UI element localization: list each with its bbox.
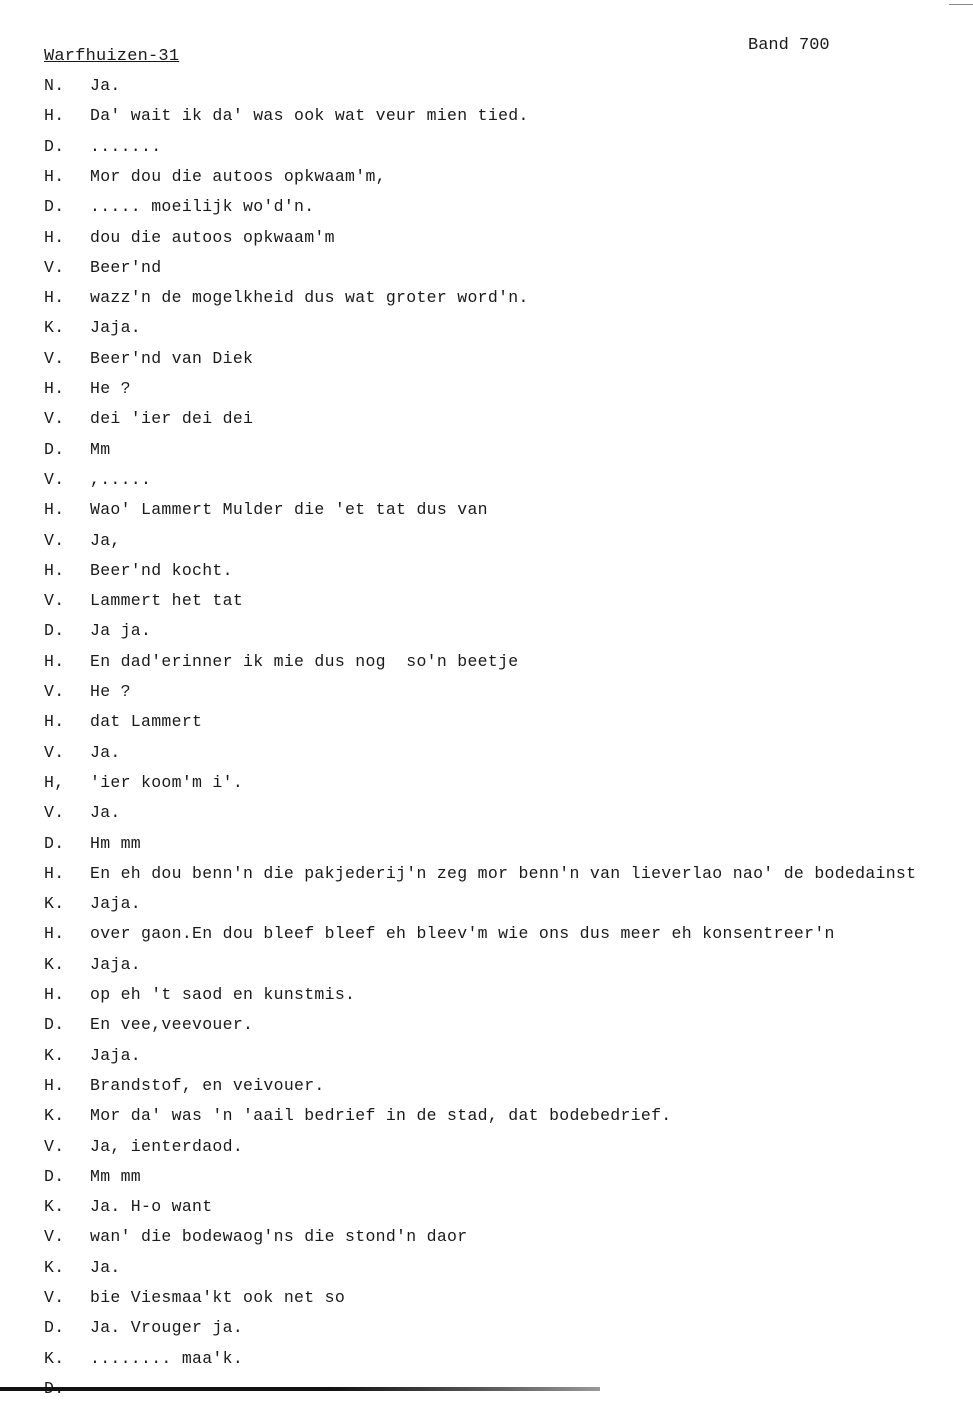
speaker-label: D. (44, 1166, 65, 1186)
utterance-text: Jaja. (90, 318, 142, 338)
speaker-label: K. (44, 954, 65, 974)
utterance-text: Da' wait ik da' was ook wat veur mien tied. (90, 106, 529, 126)
utterance-text: En dad'erinner ik mie dus nog so'n beetje (90, 651, 519, 671)
speaker-label: V. (44, 257, 65, 277)
utterance-text: Jaja. (90, 1045, 142, 1065)
speaker-label: V. (44, 1227, 65, 1247)
utterance-text: Jaja. (90, 954, 142, 974)
speaker-label: D. (44, 136, 65, 156)
page-title: Warfhuizen-31 (44, 47, 180, 66)
utterance-text: Ja. Vrouger ja. (90, 1318, 244, 1338)
utterance-text: Ja. (90, 742, 121, 762)
utterance-text: over gaon.En dou bleef bleef eh bleev'm wie ons dus meer eh konsentreer'n (90, 924, 835, 944)
utterance-text: dei 'ier dei dei (90, 409, 254, 429)
speaker-label: D. (44, 1015, 65, 1035)
speaker-label: H. (44, 500, 65, 520)
speaker-label: V. (44, 469, 65, 489)
utterance-text: Ja. (90, 803, 121, 823)
speaker-label: H, (44, 772, 65, 792)
utterance-text: Beer'nd (90, 257, 162, 277)
utterance-text: Ja ja. (90, 621, 152, 641)
utterance-text: Jaja. (90, 894, 142, 914)
speaker-label: D. (44, 197, 65, 217)
utterance-text: Brandstof, en veivouer. (90, 1075, 325, 1095)
utterance-text: En eh dou benn'n die pakjederij'n zeg mor benn'n van lieverlao nao' de bodedainst (90, 863, 917, 883)
utterance-text: op eh 't saod en kunstmis. (90, 985, 356, 1004)
speaker-label: H. (44, 227, 65, 247)
speaker-label: N. (44, 76, 65, 95)
utterance-text: Ja, (90, 530, 121, 550)
utterance-text: ..... moeilijk wo'd'n. (90, 197, 315, 217)
speaker-label: D. (44, 1318, 65, 1338)
utterance-text: Beer'nd van Diek (90, 348, 254, 368)
speaker-label: V. (44, 530, 65, 550)
speaker-label: D. (44, 833, 65, 853)
utterance-text: Ja. (90, 76, 121, 95)
speaker-label: H. (44, 560, 65, 580)
speaker-label: K. (44, 1257, 65, 1277)
bottom-rule (0, 1387, 600, 1391)
speaker-label: K. (44, 1045, 65, 1065)
speaker-label: V. (44, 348, 65, 368)
utterance-text: Lammert het tat (90, 591, 244, 611)
speaker-label: H. (44, 712, 65, 732)
speaker-label: D. (44, 621, 65, 641)
speaker-label: V. (44, 803, 65, 823)
speaker-label: K. (44, 1348, 65, 1368)
utterance-text: Mor dou die autoos opkwaam'm, (90, 166, 386, 186)
top-edge-rule (949, 4, 973, 5)
speaker-label: H. (44, 1075, 65, 1095)
utterance-text: bie Viesmaa'kt ook net so (90, 1288, 346, 1307)
speaker-label: H. (44, 651, 65, 671)
band-number: Band 700 (748, 36, 830, 55)
utterance-text: ........ maa'k. (90, 1348, 244, 1368)
utterance-text: dat Lammert (90, 712, 203, 732)
speaker-label: V. (44, 742, 65, 762)
speaker-label: H. (44, 166, 65, 186)
utterance-text: Ja, ienterdaod. (90, 1136, 244, 1156)
utterance-text: dou die autoos opkwaam'm (90, 227, 335, 247)
speaker-label: H. (44, 288, 65, 308)
speaker-label: H. (44, 106, 65, 126)
utterance-text: wan' die bodewaog'ns die stond'n daor (90, 1227, 468, 1247)
utterance-text: ....... (90, 136, 162, 156)
speaker-label: K. (44, 1106, 65, 1126)
speaker-label: H. (44, 863, 65, 883)
speaker-label: H. (44, 924, 65, 944)
utterance-text: He ? (90, 379, 131, 398)
speaker-label: V. (44, 1136, 65, 1156)
speaker-label: D. (44, 439, 65, 459)
speaker-label: V. (44, 409, 65, 429)
speaker-label: V. (44, 1288, 65, 1307)
speaker-label: H. (44, 379, 65, 398)
utterance-text: Hm mm (90, 833, 142, 853)
utterance-text: Ja. H-o want (90, 1197, 213, 1217)
speaker-label: V. (44, 591, 65, 611)
utterance-text: Mm mm (90, 1166, 142, 1186)
utterance-text: ,..... (90, 469, 152, 489)
utterance-text: Wao' Lammert Mulder die 'et tat dus van (90, 500, 488, 520)
utterance-text: 'ier koom'm i'. (90, 772, 244, 792)
speaker-label: K. (44, 894, 65, 914)
speaker-label: K. (44, 318, 65, 338)
utterance-text: Beer'nd kocht. (90, 560, 233, 580)
utterance-text: En vee,veevouer. (90, 1015, 254, 1035)
utterance-text: Mm (90, 439, 111, 459)
utterance-text: Ja. (90, 1257, 121, 1277)
utterance-text: He ? (90, 682, 131, 701)
speaker-label: H. (44, 985, 65, 1004)
speaker-label: K. (44, 1197, 65, 1217)
speaker-label: V. (44, 682, 65, 701)
utterance-text: wazz'n de mogelkheid dus wat groter word'n. (90, 288, 529, 308)
utterance-text: Mor da' was 'n 'aail bedrief in de stad, dat bodebedrief. (90, 1106, 672, 1126)
